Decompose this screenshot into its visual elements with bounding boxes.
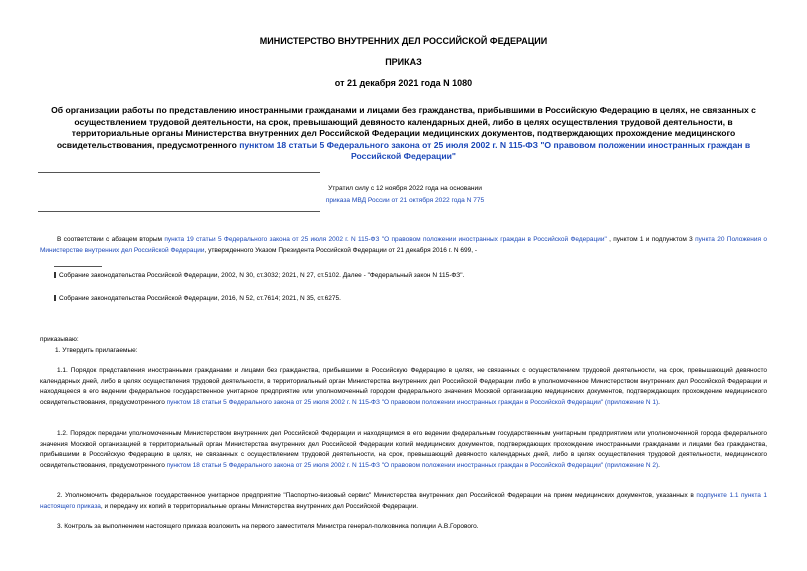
item-1-1-law-link[interactable]: пунктом 18 статьи 5 Федерального закона от 25 июля 2002 г. N 115-ФЗ "О правовом положении иностранных граждан в Российской Федерации" (приложение N 1) — [166, 398, 659, 406]
preamble-text-3: , утвержденного Указом Президента Российской Федерации от 21 декабря 2016 г. N 699 — [204, 246, 472, 254]
item-2-end: , и передачу их копий в территориальные органы Министерства внутренних дел Российской Федерации. — [100, 502, 419, 510]
order-item-2 — [40, 491, 767, 512]
preamble-text-4: , - — [471, 246, 477, 254]
item-1-2-text: 1.2. Порядок передачи уполномоченным Министерством внутренних дел Российской Федерации и находящимся в его ведении федеральным государственным унитарным предприятием или уполномоченной города федерального значения Москвой организацией в территориальный орган Министерства внутренних дел Российской Федерации копий медицинских документов, подтверждающих прохождение иностранными гражданами и лицами без гражданства, прибывшими в Российскую Федерацию в целях, не связанных с осуществлением трудовой деятельности, на срок, превышающий девяносто календарных дней, либо в целях осуществления трудовой деятельности, медицинского освидетельствования, предусмотренного — [40, 430, 767, 469]
footnote-2-text: Собрание законодательства Российской Федерации, 2016, N 52, ст.7614; 2021, N 35, ст.6275. — [59, 295, 341, 302]
document-date-number: от 21 декабря 2021 года N 1080 — [334, 78, 473, 88]
item-1-1-text: 1.1. Порядок представления иностранными гражданами и лицами без гражданства, прибывшими в Российскую Федерацию в целях, не связанных с осуществлением трудовой деятельности, на срок, превышающий девяносто календарных дней, либо в целях осуществления трудовой деятельности, в территориальный орган Министерства внутренних дел Российской Федерации либо в уполномоченное Министерством внутренних дел Российской Федерации и находящееся в его ведении федеральное государственное унитарное предприятие или уполномоченный городом федерального значения Москвой организацию медицинских документов, подтверждающих прохождение медицинского освидетельствования, предусмотренного — [40, 367, 767, 406]
footnote-1 — [54, 272, 774, 279]
item-1-1-end: . — [658, 398, 660, 406]
revocation-order-link[interactable]: приказа МВД России от 21 октября 2022 года N 775 — [325, 197, 485, 204]
order-prikazyvayu: приказываю: — [40, 336, 79, 343]
footnote-1-text: Собрание законодательства Российской Федерации, 2002, N 30, ст.3032; 2021, N 27, ст.5102. Далее - "Федеральный закон N 115-ФЗ". — [59, 272, 465, 279]
footnote-marker-icon — [54, 272, 56, 278]
preamble-regulation-link[interactable]: пункта 20 Положения о Министерстве внутренних дел Российской Федерации — [40, 236, 767, 254]
revocation-note — [240, 183, 570, 207]
item-1-2-law-link[interactable]: пунктом 18 статьи 5 Федерального закона от 25 июля 2002 г. N 115-ФЗ "О правовом положении иностранных граждан в Российской Федерации" (приложение N 2) — [166, 461, 659, 469]
title-law-link[interactable]: пунктом 18 статьи 5 Федерального закона от 25 июля 2002 г. N 115-ФЗ "О правовом положении иностранных граждан в Российской Федерации" — [239, 139, 751, 161]
divider-bottom — [38, 211, 320, 212]
footnote-marker-icon — [54, 295, 56, 301]
item-2-text: 2. Уполномочить федеральное государственное унитарное предприятие "Паспортно-визовый сервис" Министерства внутренних дел Российской Федерации на прием медицинских документов, указанных в — [57, 492, 697, 499]
order-item-1: 1. Утвердить прилагаемые: — [55, 347, 138, 354]
preamble-text-1: В соответствии с абзацем вторым — [57, 236, 165, 243]
order-item-3: 3. Контроль за выполнением настоящего приказа возложить на первого заместителя Министра генерал-полковника полиции А.В.Горового. — [57, 523, 479, 530]
ministry-heading: МИНИСТЕРСТВО ВНУТРЕННИХ ДЕЛ РОССИЙСКОЙ ФЕДЕРАЦИИ — [259, 36, 548, 46]
preamble-text-2: , пунктом 1 и подпунктом 3 — [606, 236, 696, 243]
item-2-link[interactable]: подпункте 1.1 пункта 1 настоящего приказа — [40, 492, 767, 510]
footnote-2 — [54, 295, 774, 302]
divider-top — [38, 172, 320, 173]
preamble-law-link[interactable]: пункта 19 статьи 5 Федерального закона от 25 июля 2002 г. N 115-ФЗ "О правовом положении иностранных граждан в Российской Федерации" — [164, 236, 607, 243]
footnote-divider — [54, 266, 102, 267]
document-type: ПРИКАЗ — [385, 57, 422, 67]
preamble-paragraph — [40, 235, 767, 256]
item-1-2-end: . — [658, 461, 660, 469]
order-item-1-2 — [40, 429, 767, 471]
document-title — [40, 105, 767, 163]
revocation-text: Утратил силу с 12 ноября 2022 года на основании — [328, 185, 482, 192]
order-item-1-1 — [40, 366, 767, 408]
title-text: Об организации работы по представлению иностранными гражданами и лицами без гражданства, прибывшими в Российскую Федерацию в целях, не связанных с осуществлением трудовой деятельности, на срок, превышающий девяносто календарных дней, либо в целях осуществления трудовой деятельности, в территориальные органы Министерства внутренних дел Российской Федерации медицинских документов, подтверждающих прохождение медицинского освидетельствования, предусмотренного — [51, 105, 756, 150]
